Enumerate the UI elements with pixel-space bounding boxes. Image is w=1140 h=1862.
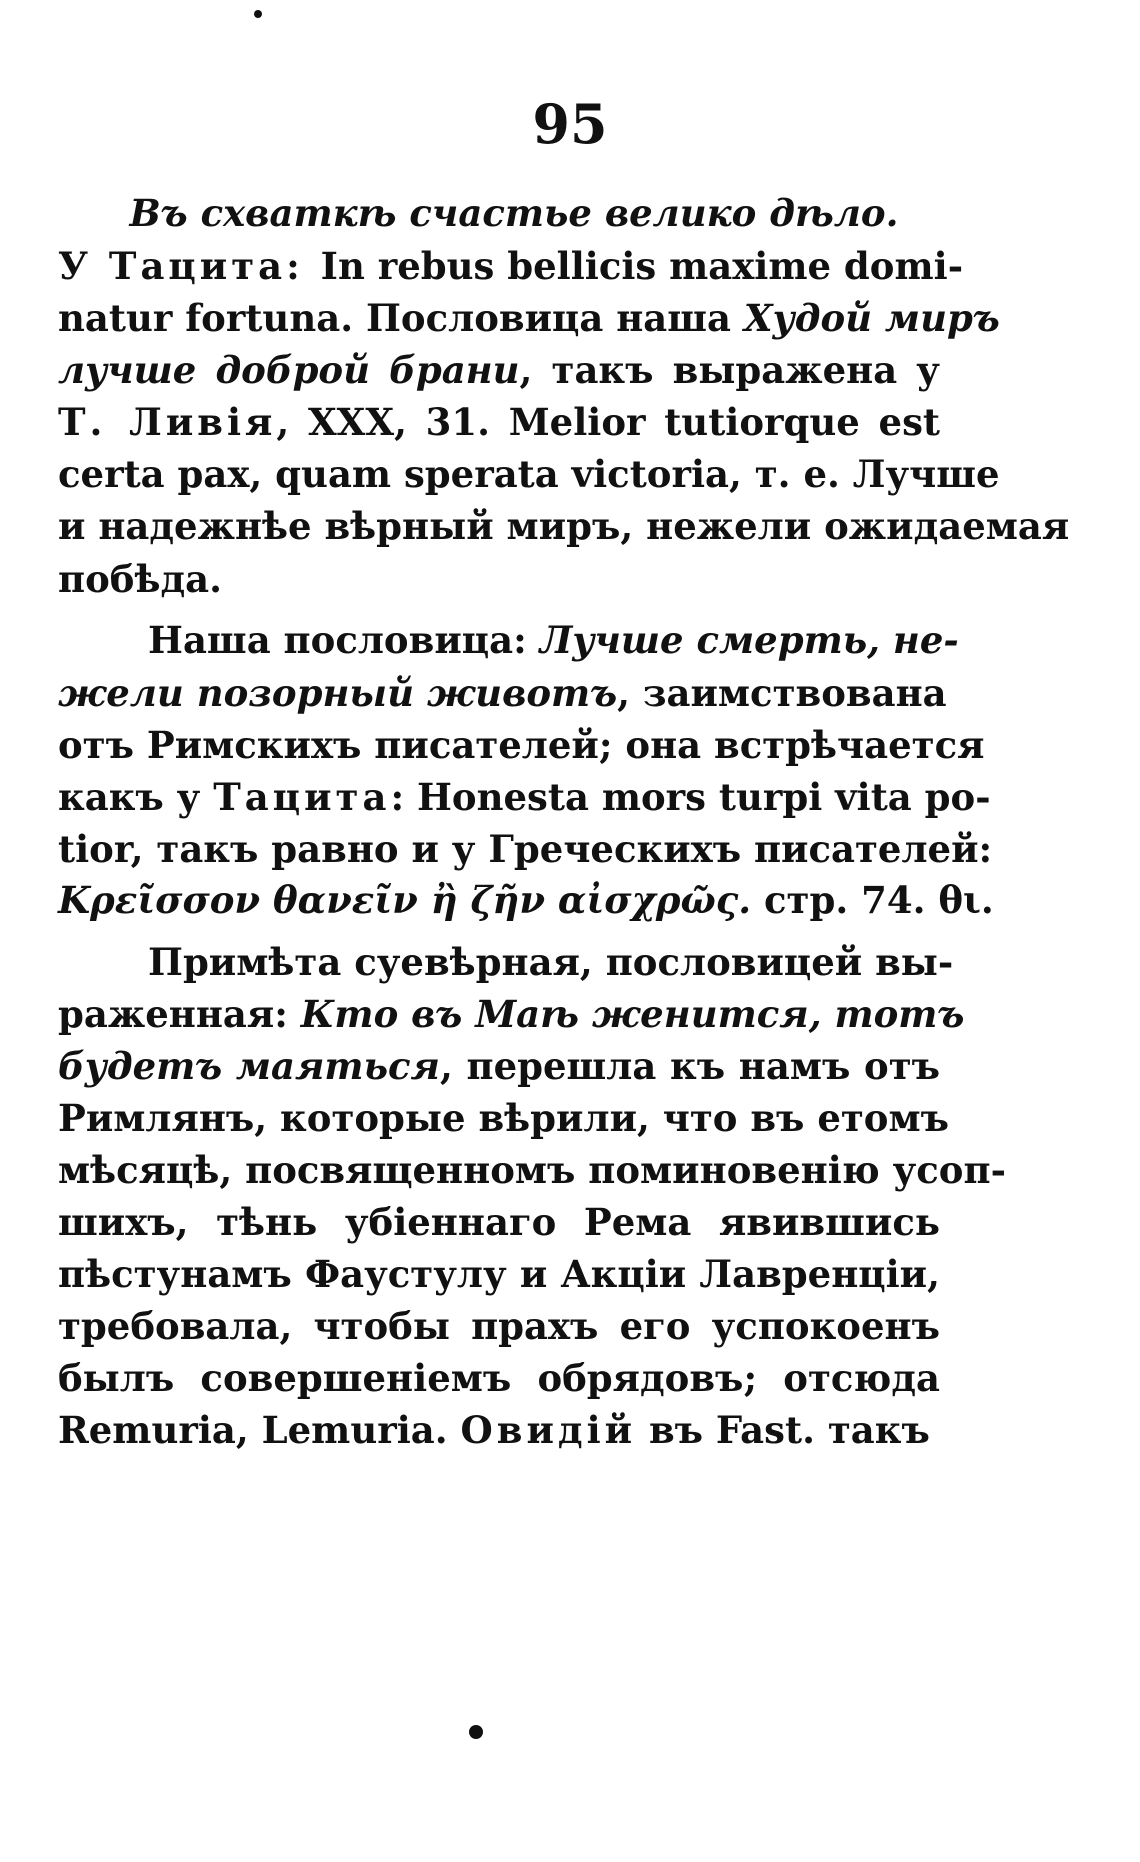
text-segment: пѣстунамъ Фаустулу и Акціи Лавренціи, xyxy=(58,1252,940,1296)
text-segment: шихъ, тѣнь убіеннаго Рема явившись xyxy=(58,1200,940,1244)
text-segment: требовала, чтобы прахъ его успокоенъ xyxy=(58,1304,940,1348)
text-line xyxy=(58,767,991,827)
text-line xyxy=(58,984,965,1044)
text-segment: , заимствована xyxy=(617,671,947,715)
text-segment: Примѣта суевѣрная, пословицей вы- xyxy=(148,940,954,984)
text-segment: въ Fast. такъ xyxy=(636,1408,930,1452)
italic-text: Въ схваткѣ счастье велико дѣло. xyxy=(129,191,899,235)
text-line xyxy=(58,549,940,609)
text-segment: побѣда. xyxy=(58,557,222,601)
italic-text: Худой миръ xyxy=(743,296,1000,340)
text-segment: tior, такъ равно и у Греческихъ писателей: xyxy=(58,827,993,871)
italic-text: лучше доброй брани xyxy=(58,348,520,392)
italic-text: Κρεῖσσον θανεῖν ἢ ζῆν αἰσχρῶς. xyxy=(58,878,752,922)
text-segment: certa pax, quam sperata victoria, т. е. Лучше xyxy=(58,452,1000,496)
text-segment: стр. 74. θι. xyxy=(751,878,994,922)
text-line xyxy=(58,932,954,992)
text-segment: : Honesta mors turpi vita po- xyxy=(390,775,991,819)
italic-text: жели позорный животъ xyxy=(58,671,618,715)
text-segment: , перешла къ намъ отъ xyxy=(439,1044,941,1088)
text-line xyxy=(58,663,947,723)
spaced-text: Овидій xyxy=(460,1408,637,1452)
spaced-text: Т. Ливія xyxy=(58,400,277,444)
italic-text: Лучше смерть, не- xyxy=(539,618,959,662)
text-segment: Remuria, Lemuria. xyxy=(58,1408,461,1452)
text-line xyxy=(58,496,1070,556)
text-segment: отъ Римскихъ писателей; она встрѣчается xyxy=(58,723,985,767)
text-segment: Наша пословица: xyxy=(148,618,540,662)
speck-top xyxy=(254,10,262,18)
text-segment: , XXX, 31. Melior tutiorque est xyxy=(276,400,940,444)
text-line xyxy=(58,288,1000,348)
spaced-text: У Тацита: xyxy=(58,244,321,288)
text-line xyxy=(58,183,940,243)
spaced-text: Тацита xyxy=(213,775,391,819)
text-segment: , такъ выражена у xyxy=(519,348,940,392)
text-segment: раженная: xyxy=(58,992,301,1036)
text-segment: natur fortuna. Пословица наша xyxy=(58,296,744,340)
text-line xyxy=(58,1088,949,1148)
text-line xyxy=(58,1244,940,1304)
text-line xyxy=(58,340,940,400)
text-line xyxy=(58,1140,1006,1200)
text-line xyxy=(58,1192,940,1252)
text-segment: Римлянъ, которые вѣрили, что въ етомъ xyxy=(58,1096,949,1140)
text-segment: былъ совершеніемъ обрядовъ; отсюда xyxy=(58,1356,940,1400)
text-line xyxy=(58,392,940,452)
italic-text: будетъ маяться xyxy=(58,1044,440,1088)
text-segment: и надежнѣе вѣрный миръ, нежели ожидаемая xyxy=(58,504,1070,548)
italic-text: Кто въ Маѣ женится, тотъ xyxy=(300,992,965,1036)
text-line xyxy=(58,444,1000,504)
text-line xyxy=(58,610,959,670)
text-line xyxy=(58,236,964,296)
text-line xyxy=(58,1348,940,1408)
text-line xyxy=(58,715,985,775)
text-line xyxy=(58,1400,940,1460)
text-line xyxy=(58,1036,940,1096)
ornament-dot xyxy=(469,1725,483,1739)
page-number: 95 xyxy=(532,92,608,156)
text-line xyxy=(58,1296,940,1356)
text-line xyxy=(58,870,994,930)
text-segment: In rebus bellicis maxime domi- xyxy=(320,244,964,288)
text-segment: какъ у xyxy=(58,775,214,819)
text-segment: мѣсяцѣ, посвященномъ поминовенію усоп- xyxy=(58,1148,1006,1192)
